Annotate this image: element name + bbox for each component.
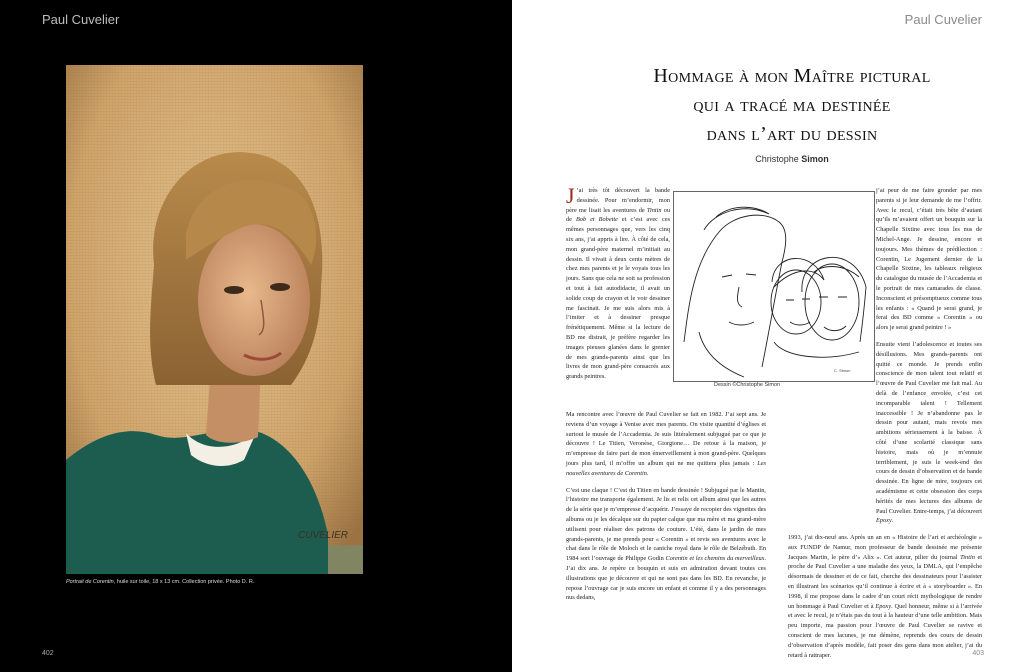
painting-portrait [66, 65, 363, 574]
caption-title: Portrait de Corentin [66, 579, 114, 585]
article-column-left-top: J ’ai très tôt découvert la bande dessinée. Pour m’endormir, mon père me lisait les aventures de Tintin ou de Bob et Bobette et c’est avec ces mêmes personnages que, vers les cinq six ans, j’ai appris à lire. À côté de cela, mon grand-père maternel m’initiait au dessin. Il vivait à deux cents mètres de chez mes parents et je le voyais tous les jours. Sans que cela ne soit sa profession et tout à fait autodidacte, il avait un solide coup de crayon et le voir dessiner me fascinait. Je me suis alors mis à l’imiter et à dessiner presque frénétiquement. Même si la lecture de BD me distrait, je préfère regarder les images pieuses glanées dans le grenier de mes grands-parents ainsi que les livres de mon grand-père consacrés aux grands peintres. [566, 183, 670, 381]
article-title [582, 62, 1002, 149]
author-first-name: Christophe [755, 154, 799, 164]
article-column-right: j’ai peur de me faire gronder par mes parents si je leur demande de me l’offrir. Avec le recul, c’était très bête d’autant qu’ils m’avaient offert un bouquin sur la Chapelle Sixtine avec tous les nus de Michel-Ange. Je dessine, encore et toujours. Mes thèmes de prédilection : Corentin, Le Jugement dernier de la Chapelle Sixtine, les tableaux religieux du catalogue du musée de l’Accademia et le portrait de mes camarades de classe. Inconscient et présomptueux comme tous les enfants : « Quand je serai grand, je ferai des BD comme « Corentin » ou alors je serai grand peintre ! » Ensuite vient l’adolescence et toutes ses désillusions. Mes grands-parents ont quitté ce monde. Je prends enfin conscience de mon talent tout relatif et l’œuvre de Paul Cuvelier me fait mal. Au delà de l’enfance envolée, c’est cet incomparable talent ! Tellement inaccessible ! Je n’abandonne pas le dessin pour autant, mais revois mes ambitions sérieusement à la baisse. À côté d’une scolarité classique sans histoire, mais où je m’ennuie terriblement, je suis le week-end des cours de dessin d’observation et de bande dessinée. En ligne de mire, toujours cet académisme et cette obsession des corps hérités de mes lectures des albums de Paul Cuvelier. Entre-temps, j’ai découvert Epoxy. 1993, j’ai dix-neuf ans. Après un an en « Histoire de l’art et archéologie » aux FUNDP de Namur, mon professeur de bande dessinée me présente Jacques Martin, le père d’« Alix ». Cet auteur, pilier du journal Tintin et proche de Paul Cuvelier a une maladie des yeux, la DMLA, qui l’empêche désormais de dessiner et de ce fait, cherche des dessinateurs pour l’assister en illustrant les scénarios qu’il continue à écrire et à « storyboarder ». En 1998, il me propose dans le cadre d’un court récit mythologique de rendre un hommage à Paul Cuvelier et à Epoxy. Quel honneur, même si à l’arrivée et avec le recul, je n’étais pas du tout à la hauteur d’une telle ambition. Mais peu importe, ma passion pour l’œuvre de Paul Cuvelier se ravive et conscient de mes lacunes, je me démène, reprends des cours de dessin d’observation d’après modèle, fait poser des gens dans mon atelier, j’ai du retard à rattraper. [788, 187, 982, 659]
title-line-1: Hommage à mon Maître pictural [653, 65, 931, 87]
page-number-right: 403 [972, 650, 984, 657]
page-number-left: 402 [42, 650, 54, 657]
caption-details: , huile sur toile, 18 x 13 cm. Collection privée. Photo D. R. [113, 579, 255, 585]
author-last-name: Simon [801, 154, 829, 164]
sketch-signature: C. Simon [834, 368, 851, 373]
author-byline [582, 154, 1002, 164]
article-column-left: Ma rencontre avec l’œuvre de Paul Cuvelier se fait en 1982. J’ai sept ans. Je reviens d’un voyage à Venise avec mes parents. On visite quantité d’églises et surtout le musée de l’Accademia. Je suis littéralement subjugué par ce que je découvre ! Le Titien, Veronèse, Giorgione… De retour à la maison, je m’empresse de faire part de mon émerveillement à mon grand-père. Quelques jours plus tard, il m’offre un album qui ne me quittera plus jamais : Les nouvelles aventures de Corentin. C’est une claque ! C’est du Titien en bande dessinée ! Subjugué par le Mantin, l’histoire me transporte également. Je lis et relis cet album ainsi que les autres de la série que je m’empresse d’acquérir. J’essaye de recopier des vignettes des albums ou je les décalque sur du papier calque que ma mère et ma grand-mère utilisent pour réaliser des patrons de couture. L’été, dans le jardin de mes grands-parents, je me prends pour « Corentin » et revis ses aventures avec le chat dans le rôle de Moloch et le caniche royal dans le rôle de Belzébuth. En 1984 sort l’ouvrage de Philippe Godin Corentin et les chemins du merveilleux. J’ai dix ans. Je repère ce bouquin et suis en admiration devant toutes ces illustrations que je découvre et qui ne sont pas dans les BD. En revanche, je repose l’ouvrage car je suis encore un enfant et comme il y a des personnages nus dedans, [566, 411, 766, 602]
face [198, 224, 310, 376]
running-head-right: Paul Cuvelier [904, 12, 982, 27]
drop-cap: J [566, 183, 575, 208]
sketch-caption: Dessin ©Christophe Simon [714, 382, 781, 388]
running-head-left: Paul Cuvelier [42, 12, 120, 27]
title-line-3: dans l’art du dessin [706, 123, 878, 145]
painting-caption [66, 579, 254, 585]
painting-signature: CUVELIER [298, 530, 349, 541]
title-line-2: qui a tracé ma destinée [693, 94, 891, 116]
